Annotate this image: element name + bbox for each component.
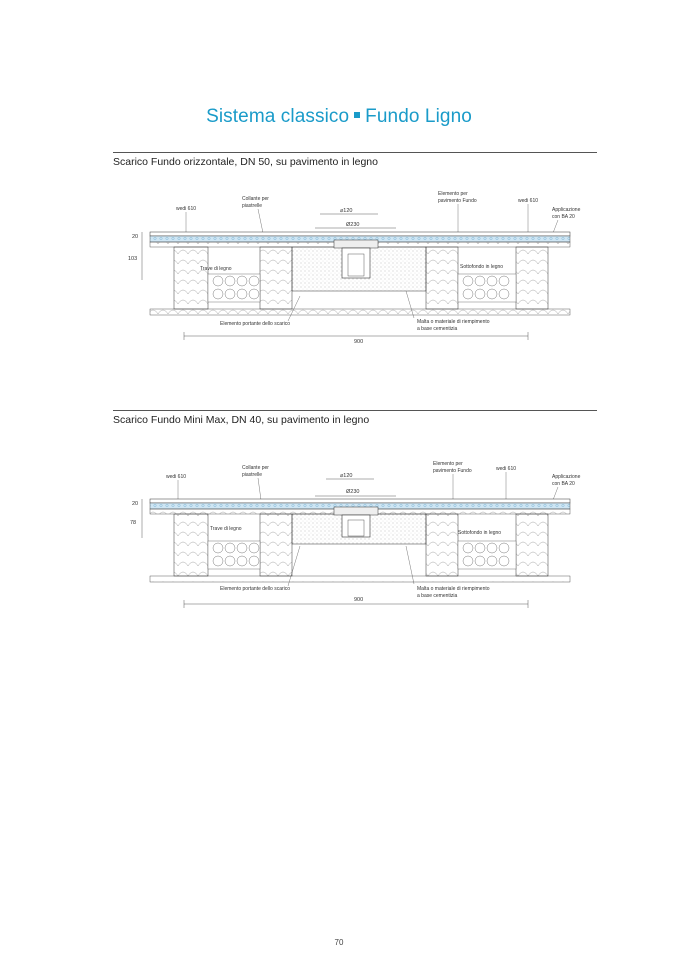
- dim-w900: 900: [354, 597, 364, 603]
- title-part-1: Sistema classico: [206, 106, 350, 127]
- label-elemento-1: Elemento per: [433, 461, 463, 467]
- section-1-rule: [113, 152, 597, 153]
- dim-h-total: 78: [130, 520, 137, 526]
- label-elemento-1: Elemento per: [438, 191, 468, 197]
- label-collante-1: Collante per: [242, 196, 269, 202]
- section-2-diagram: [128, 448, 590, 638]
- label-malta-1: Malta o materiale di riempimento: [417, 586, 490, 592]
- label-applicazione-2: con BA 20: [552, 481, 575, 487]
- label-collante-1: Collante per: [242, 465, 269, 471]
- label-malta-2: a base cementizia: [417, 326, 458, 332]
- dim-d230: Ø230: [346, 222, 360, 228]
- page-title: [0, 106, 678, 128]
- label-sottofondo: Sottofondo in legno: [460, 264, 504, 270]
- label-elemento-2: pavimento Fundo: [433, 468, 472, 474]
- dim-d120: ⌀120: [340, 208, 353, 214]
- section-2-title: Scarico Fundo Mini Max, DN 40, su pavimento in legno: [113, 414, 370, 426]
- title-part-2: Fundo Ligno: [365, 106, 472, 127]
- dim-h20: 20: [132, 501, 139, 507]
- label-wedi-right: wedi 610: [518, 198, 539, 204]
- section-1-title: Scarico Fundo orizzontale, DN 50, su pavimento in legno: [113, 156, 378, 168]
- label-wedi-left: wedi 610: [166, 474, 187, 480]
- label-applicazione-2: con BA 20: [552, 214, 575, 220]
- label-portante: Elemento portante dello scarico: [220, 321, 291, 327]
- page-number: 70: [334, 938, 344, 947]
- label-malta-2: a base cementizia: [417, 593, 458, 599]
- label-malta-1: Malta o materiale di riempimento: [417, 319, 490, 325]
- label-elemento-2: pavimento Fundo: [438, 198, 477, 204]
- label-trave: Trave di legno: [200, 266, 232, 272]
- dim-w900: 900: [354, 339, 364, 345]
- dim-h-total: 103: [128, 256, 138, 262]
- label-applicazione-1: Applicazione: [552, 474, 581, 480]
- dim-d120: ⌀120: [340, 473, 353, 479]
- label-wedi-left: wedi 610: [176, 206, 197, 212]
- label-trave: Trave di legno: [210, 526, 242, 532]
- dim-h20: 20: [132, 234, 139, 240]
- label-collante-2: piastrelle: [242, 472, 263, 478]
- dim-d230: Ø230: [346, 489, 360, 495]
- section-1-diagram: [128, 176, 590, 366]
- label-sottofondo: Sottofondo in legno: [458, 530, 502, 536]
- title-separator-square: [354, 112, 360, 118]
- label-portante: Elemento portante dello scarico: [220, 586, 291, 592]
- section-2-rule: [113, 410, 597, 411]
- label-collante-2: piastrelle: [242, 203, 263, 209]
- label-applicazione-1: Applicazione: [552, 207, 581, 213]
- label-wedi-right: wedi 610: [496, 466, 517, 472]
